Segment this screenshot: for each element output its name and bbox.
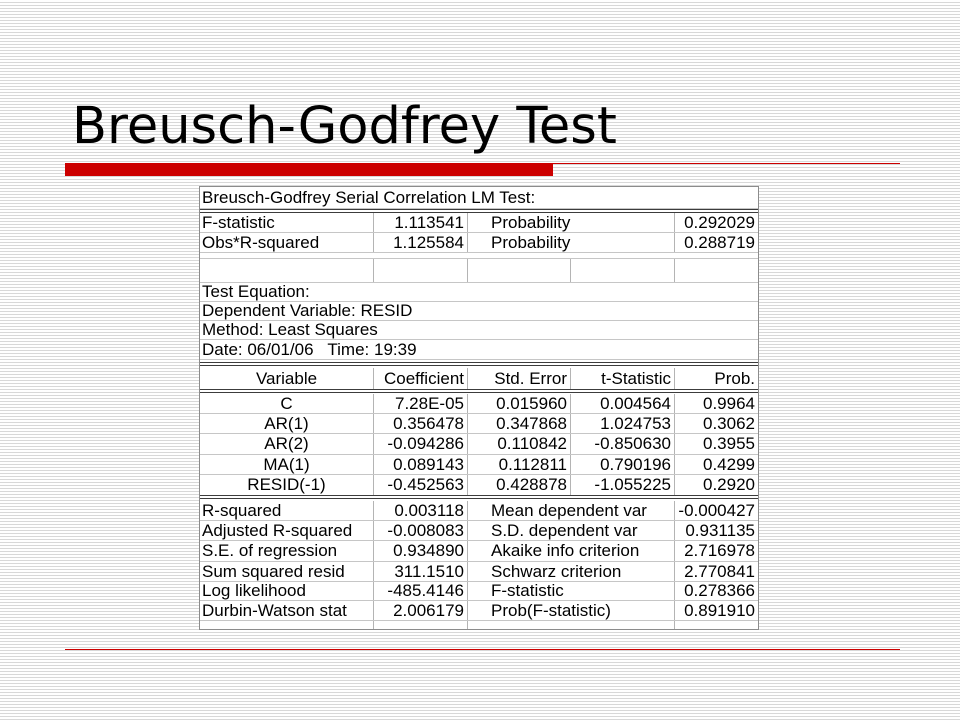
test-stat-label: F-statistic — [202, 213, 275, 232]
blank-cell — [373, 259, 467, 282]
probability-label: Probability — [467, 233, 674, 252]
prob-value: 0.3955 — [674, 434, 758, 454]
summary-value-2: 2.716978 — [674, 541, 758, 561]
prob-value: 0.2920 — [674, 475, 758, 495]
column-header-variable: Variable — [255, 369, 318, 388]
table-heading-row — [200, 187, 758, 209]
date-time: Date: 06/01/06 Time: 19:39 — [202, 340, 417, 359]
std-error-value: 0.428878 — [467, 475, 570, 495]
coefficient-row — [200, 475, 758, 495]
blank-cell — [200, 259, 373, 282]
summary-value-2: 0.278366 — [674, 582, 758, 600]
blank-cell — [570, 259, 674, 282]
coefficient-value: 0.089143 — [373, 455, 467, 474]
probability-label: Probability — [467, 213, 674, 232]
equation-heading-row — [200, 283, 758, 302]
std-error-value: 0.015960 — [467, 394, 570, 413]
summary-label: Durbin-Watson stat — [202, 601, 347, 620]
summary-row — [200, 601, 758, 621]
t-statistic-value: -0.850630 — [570, 434, 674, 454]
coefficient-row — [200, 434, 758, 455]
variable-name: C — [280, 394, 293, 413]
prob-value: 0.4299 — [674, 455, 758, 474]
summary-label-2: Schwarz criterion — [467, 562, 674, 581]
variable-name: AR(2) — [264, 434, 309, 453]
summary-label: S.E. of regression — [202, 541, 338, 560]
dependent-variable-row — [200, 302, 758, 321]
std-error-value: 0.110842 — [467, 434, 570, 454]
test-stat-label: Obs*R-squared — [202, 233, 320, 252]
test-heading: Breusch-Godfrey Serial Correlation LM Test: — [202, 188, 536, 207]
double-rule — [200, 362, 758, 366]
trailing-row — [200, 621, 758, 629]
summary-label: R-squared — [202, 501, 282, 520]
probability-value: 0.288719 — [674, 233, 758, 252]
prob-value: 0.9964 — [674, 394, 758, 413]
summary-row — [200, 521, 758, 541]
t-statistic-value: 0.004564 — [570, 394, 674, 413]
dependent-variable: Dependent Variable: RESID — [202, 302, 413, 320]
column-header-row — [200, 368, 758, 389]
double-rule — [200, 389, 758, 393]
summary-row — [200, 501, 758, 521]
summary-label: Sum squared resid — [202, 562, 345, 581]
t-statistic-value: -1.055225 — [570, 475, 674, 495]
coefficient-value: -0.452563 — [373, 475, 467, 495]
date-row — [200, 340, 758, 360]
summary-label-2: Mean dependent var — [467, 501, 674, 520]
summary-label-2: Prob(F-statistic) — [467, 601, 674, 620]
prob-value: 0.3062 — [674, 414, 758, 433]
variable-name: MA(1) — [263, 455, 310, 474]
summary-label: Log likelihood — [202, 582, 306, 600]
summary-value: 0.003118 — [373, 501, 467, 520]
std-error-value: 0.347868 — [467, 414, 570, 433]
equation-heading: Test Equation: — [202, 283, 310, 301]
column-header-coefficient: Coefficient — [373, 368, 467, 389]
std-error-value: 0.112811 — [467, 455, 570, 474]
blank-cell — [373, 621, 467, 629]
summary-value: 2.006179 — [373, 601, 467, 620]
blank-row — [200, 258, 758, 283]
column-header-prob: Prob. — [674, 368, 758, 389]
summary-value-2: 2.770841 — [674, 562, 758, 581]
slide-title: Breusch-Godfrey Test — [72, 97, 617, 156]
estimation-method: Method: Least Squares — [202, 321, 378, 339]
summary-label: Adjusted R-squared — [202, 521, 353, 540]
variable-name: AR(1) — [264, 414, 309, 433]
variable-name: RESID(-1) — [247, 475, 326, 494]
footer-rule — [65, 649, 900, 650]
summary-value-2: 0.931135 — [674, 521, 758, 540]
summary-row — [200, 582, 758, 601]
summary-value: 311.1510 — [373, 562, 467, 581]
blank-cell — [467, 259, 570, 282]
coefficient-row — [200, 394, 758, 414]
blank-cell — [467, 621, 674, 629]
test-stat-row — [200, 213, 758, 233]
blank-cell — [674, 259, 758, 282]
summary-label-2: F-statistic — [467, 582, 674, 600]
column-header-std-error: Std. Error — [467, 368, 570, 389]
title-underline-accent — [65, 164, 553, 176]
probability-value: 0.292029 — [674, 213, 758, 232]
t-statistic-value: 1.024753 — [570, 414, 674, 433]
summary-value: 0.934890 — [373, 541, 467, 561]
method-row — [200, 321, 758, 340]
coefficient-row — [200, 414, 758, 434]
summary-value: -485.4146 — [373, 582, 467, 600]
test-stat-value: 1.125584 — [373, 233, 467, 252]
summary-label-2: S.D. dependent var — [467, 521, 674, 540]
column-header-t-statistic: t-Statistic — [570, 368, 674, 389]
coefficient-value: 0.356478 — [373, 414, 467, 433]
t-statistic-value: 0.790196 — [570, 455, 674, 474]
blank-cell — [200, 621, 373, 629]
summary-value-2: 0.891910 — [674, 601, 758, 620]
regression-output-table — [199, 186, 759, 630]
coefficient-value: -0.094286 — [373, 434, 467, 454]
summary-row — [200, 562, 758, 582]
summary-value-2: -0.000427 — [674, 501, 758, 520]
coefficient-row — [200, 455, 758, 475]
test-stat-value: 1.113541 — [373, 213, 467, 232]
summary-label-2: Akaike info criterion — [467, 541, 674, 561]
double-rule — [200, 495, 758, 499]
test-stat-row — [200, 233, 758, 253]
coefficient-value: 7.28E-05 — [373, 394, 467, 413]
summary-row — [200, 541, 758, 562]
summary-value: -0.008083 — [373, 521, 467, 540]
blank-cell — [674, 621, 758, 629]
